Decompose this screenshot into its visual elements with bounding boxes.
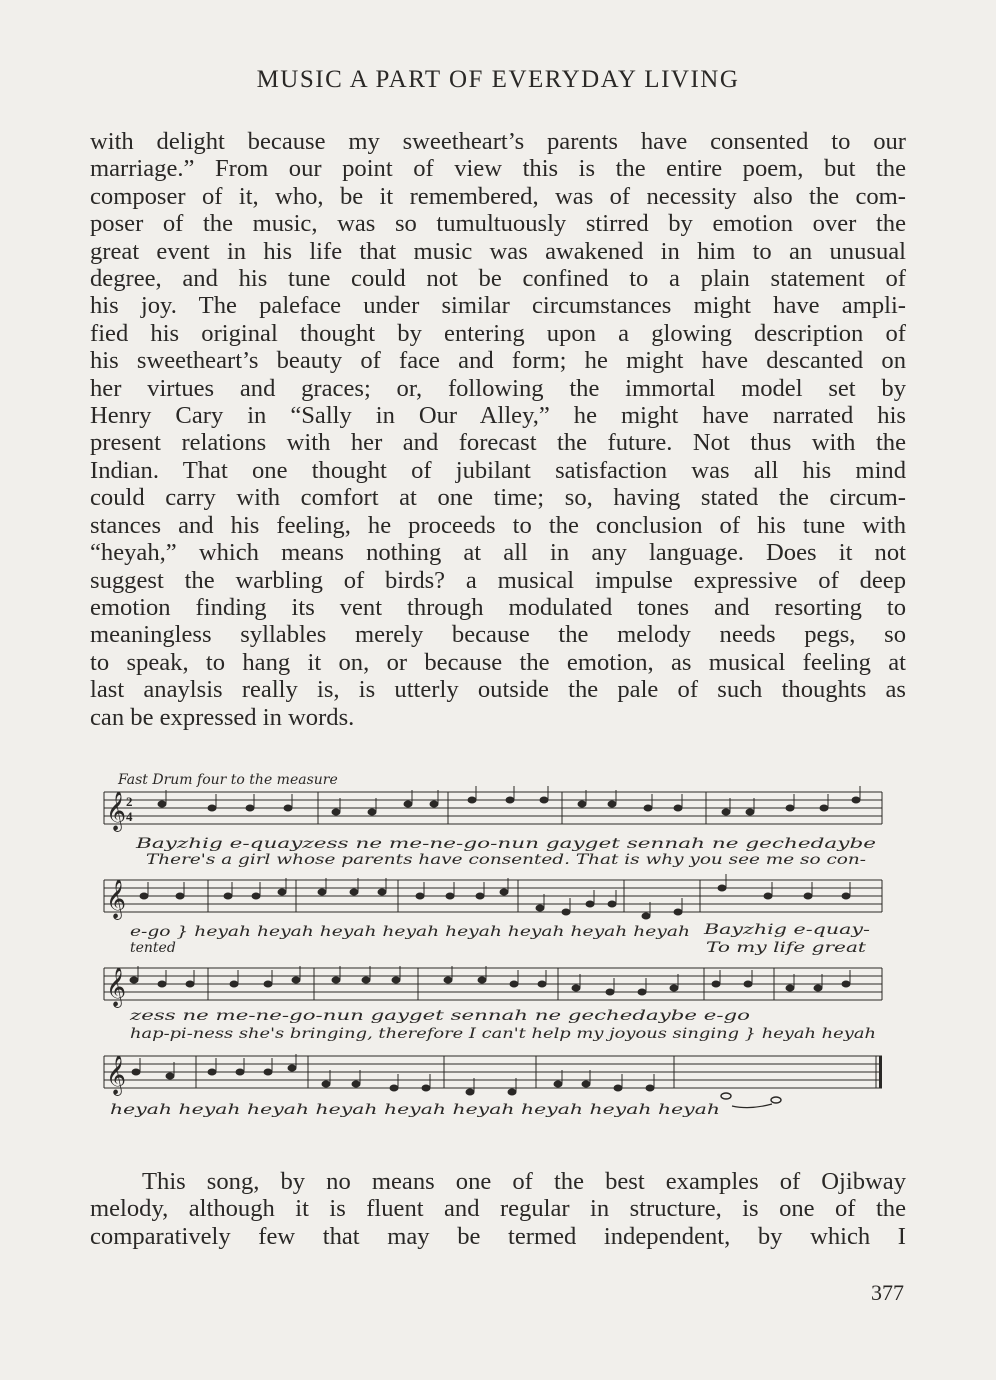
text-line: can be expressed in words. — [90, 703, 355, 731]
lyric-line: To my life great — [706, 940, 867, 956]
time-signature-top: 2 — [126, 794, 133, 809]
text-line: present relations with her and forecast the future. Not thus with the — [90, 429, 906, 457]
text-line: fied his original thought by entering upon a glowing description of — [90, 319, 906, 347]
text-line: degree, and his tune could not be confined to a plain statement of — [90, 265, 906, 293]
staff-system-1 — [104, 786, 882, 868]
tempo-marking: Fast Drum four to the measure — [118, 772, 338, 788]
text-line: with delight because my sweetheart’s parents have consented to our — [90, 128, 906, 155]
page-number: 377 — [871, 1280, 904, 1305]
text-line: comparatively few that may be termed independent, by which I — [90, 1222, 906, 1250]
text-line: suggest the warbling of birds? a musical impulse expressive of deep — [90, 566, 906, 594]
text-line: emotion finding its vent through modulated tones and resorting to — [90, 593, 906, 621]
staff-system-3 — [104, 966, 882, 1042]
time-signature-bottom: 4 — [126, 809, 133, 824]
text-line: her virtues and graces; or, following the immortal model set by — [90, 374, 906, 402]
treble-clef-icon: 𝄞 — [106, 1057, 127, 1094]
body-paragraph-2 — [90, 1168, 906, 1250]
text-line: poser of the music, was so tumultuously stirred by emotion over the — [90, 210, 906, 238]
text-line: to speak, to hang it on, or because the emotion, as musical feeling at — [90, 648, 906, 676]
treble-clef-icon: 𝄞 — [106, 881, 127, 918]
text-line: composer of it, who, be it remembered, was of necessity also the com- — [90, 182, 906, 210]
lyric-line: hap-pi-ness she's bringing, therefore I can't help my joyous singing } heyah heyah — [130, 1026, 876, 1042]
text-line: Indian. That one thought of jubilant satisfaction was all his mind — [90, 456, 906, 484]
text-line: melody, although it is fluent and regular in structure, is one of the — [90, 1195, 906, 1223]
lyric-line: zess ne me-ne-go-nun gayget sennah ne gechedaybe e-go — [128, 1008, 751, 1024]
note-group — [130, 966, 850, 995]
text-line: his joy. The paleface under similar circumstances might have ampli- — [90, 292, 906, 320]
lyric-line: e-go } heyah heyah heyah heyah heyah heyah heyah heyah — [130, 924, 690, 940]
body-paragraph-1 — [90, 128, 906, 731]
lyric-line: heyah heyah heyah heyah heyah heyah heyah heyah heyah — [110, 1102, 720, 1118]
text-line: Henry Cary in “Sally in Our Alley,” he might have narrated his — [90, 402, 906, 430]
music-score — [100, 770, 900, 1140]
text-line: stances and his feeling, he proceeds to the conclusion of his tune with — [90, 511, 906, 539]
lyric-line: There's a girl whose parents have consented. That is why you see me so con- — [146, 852, 867, 868]
treble-clef-icon: 𝄞 — [106, 793, 127, 830]
lyric-line: Bayzhig e-quayzess ne me-ne-go-nun gayget sennah ne gechedaybe — [134, 836, 876, 852]
staff-system-4 — [104, 1054, 882, 1118]
text-line: last anaylsis really is, is utterly outside the pale of such thoughts as — [90, 676, 906, 704]
text-line: his sweetheart’s beauty of face and form; he might have descanted on — [90, 347, 906, 375]
text-line: “heyah,” which means nothing at all in any language. Does it not — [90, 539, 906, 567]
text-line: marriage.” From our point of view this is the entire poem, but the — [90, 155, 906, 183]
lyric-line: Bayzhig e-quay- — [702, 922, 871, 938]
text-line: great event in his life that music was awakened in him to an unusual — [90, 237, 906, 265]
staff-system-2 — [104, 874, 882, 956]
running-head: MUSIC A PART OF EVERYDAY LIVING — [256, 66, 740, 93]
lyric-line: tented — [130, 940, 176, 956]
text-line: meaningless syllables merely because the melody needs pegs, so — [90, 621, 906, 649]
text-line: This song, by no means one of the best examples of Ojibway — [142, 1168, 906, 1195]
treble-clef-icon: 𝄞 — [106, 969, 127, 1006]
note-group — [132, 1054, 781, 1103]
text-line: could carry with comfort at one time; so, having stated the circum- — [90, 484, 906, 512]
